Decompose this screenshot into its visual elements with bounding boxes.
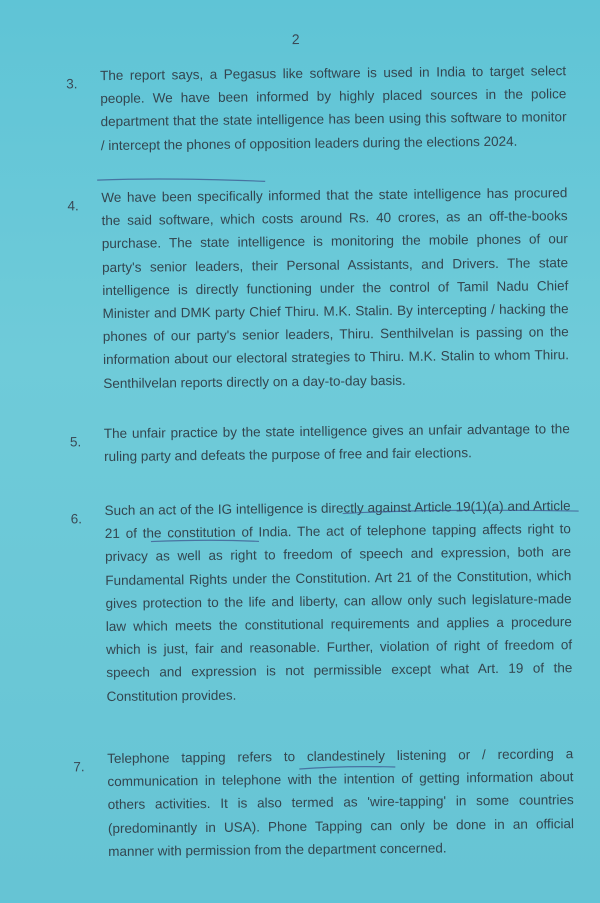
paragraph-number: 6. — [70, 511, 83, 527]
paragraph-body: The report says, a Pegasus like software is used in India to target select people. We have been informed by highly placed sources in the police department that the state intelligence has been using this software to monitor / intercept the phones of opposition leaders during the elections 2024. — [99, 63, 567, 153]
paragraph-5 — [0, 417, 600, 465]
paragraph-number: 4. — [67, 198, 79, 214]
paragraph-body: Telephone tapping refers to clandestinely listening or / recording a communication in telephone with the intention of getting information about others activities. It is also termed as 'wire-tapping' in some countries (predominantly in USA). Phone Tapping can only be done in an official manner with permission from the department concerned. — [107, 746, 575, 859]
paragraph-text — [104, 417, 570, 468]
paragraph-body: Such an act of the IG intelligence is directly against Article 19(1)(a) and Article 21 of the constitution of India. The act of telephone tapping affects right to privacy as well as right to freedom of speech and expression, both are Fundamental Rights under the Constitution. Art 21 of the Constitution, which gives protection to the life and liberty, can allow only such legislature-made law which meets the constitutional requirements and applies a procedure which is just, fair and reasonable. Further, violation of right of freedom of speech and expression is not permissible except what Art. 19 of the Constitution provides. — [104, 498, 573, 704]
paragraph-6 — [1, 494, 600, 704]
paragraph-body: The unfair practice by the state intelligence gives an unfair advantage to the ruling party and defeats the purpose of free and fair elections. — [103, 421, 570, 465]
paragraph-7 — [3, 742, 600, 859]
paragraph-text — [101, 181, 569, 395]
paragraph-number: 3. — [66, 76, 78, 92]
paragraph-number: 7. — [73, 759, 85, 775]
paragraph-3 — [0, 59, 596, 153]
paragraph-4 — [0, 181, 597, 391]
paragraph-number: 5. — [69, 434, 82, 450]
paragraph-body: We have been specifically informed that the state intelligence has procured the said software, which costs around Rs. 40 crores, as an off-the-books purchase. The state intelligence is monitoring the mobile phones of our party's senior leaders, their Personal Assistants, and Drivers. The state intelligence is directly functioning under the control of Tamil Nadu Chief Minister and DMK party Chief Thiru. M.K. Stalin. By intercepting / hacking the phones of our party's senior leaders, Thiru. Senthilvelan is passing on the information about our electoral strategies to Thiru. M.K. Stalin to whom Thiru. Senthilvelan reports directly on a day-to-day basis. — [101, 185, 570, 391]
paragraph-text — [107, 742, 574, 863]
page-number: 2 — [291, 30, 300, 48]
paragraph-text — [100, 59, 567, 157]
paragraph-text — [105, 494, 573, 708]
